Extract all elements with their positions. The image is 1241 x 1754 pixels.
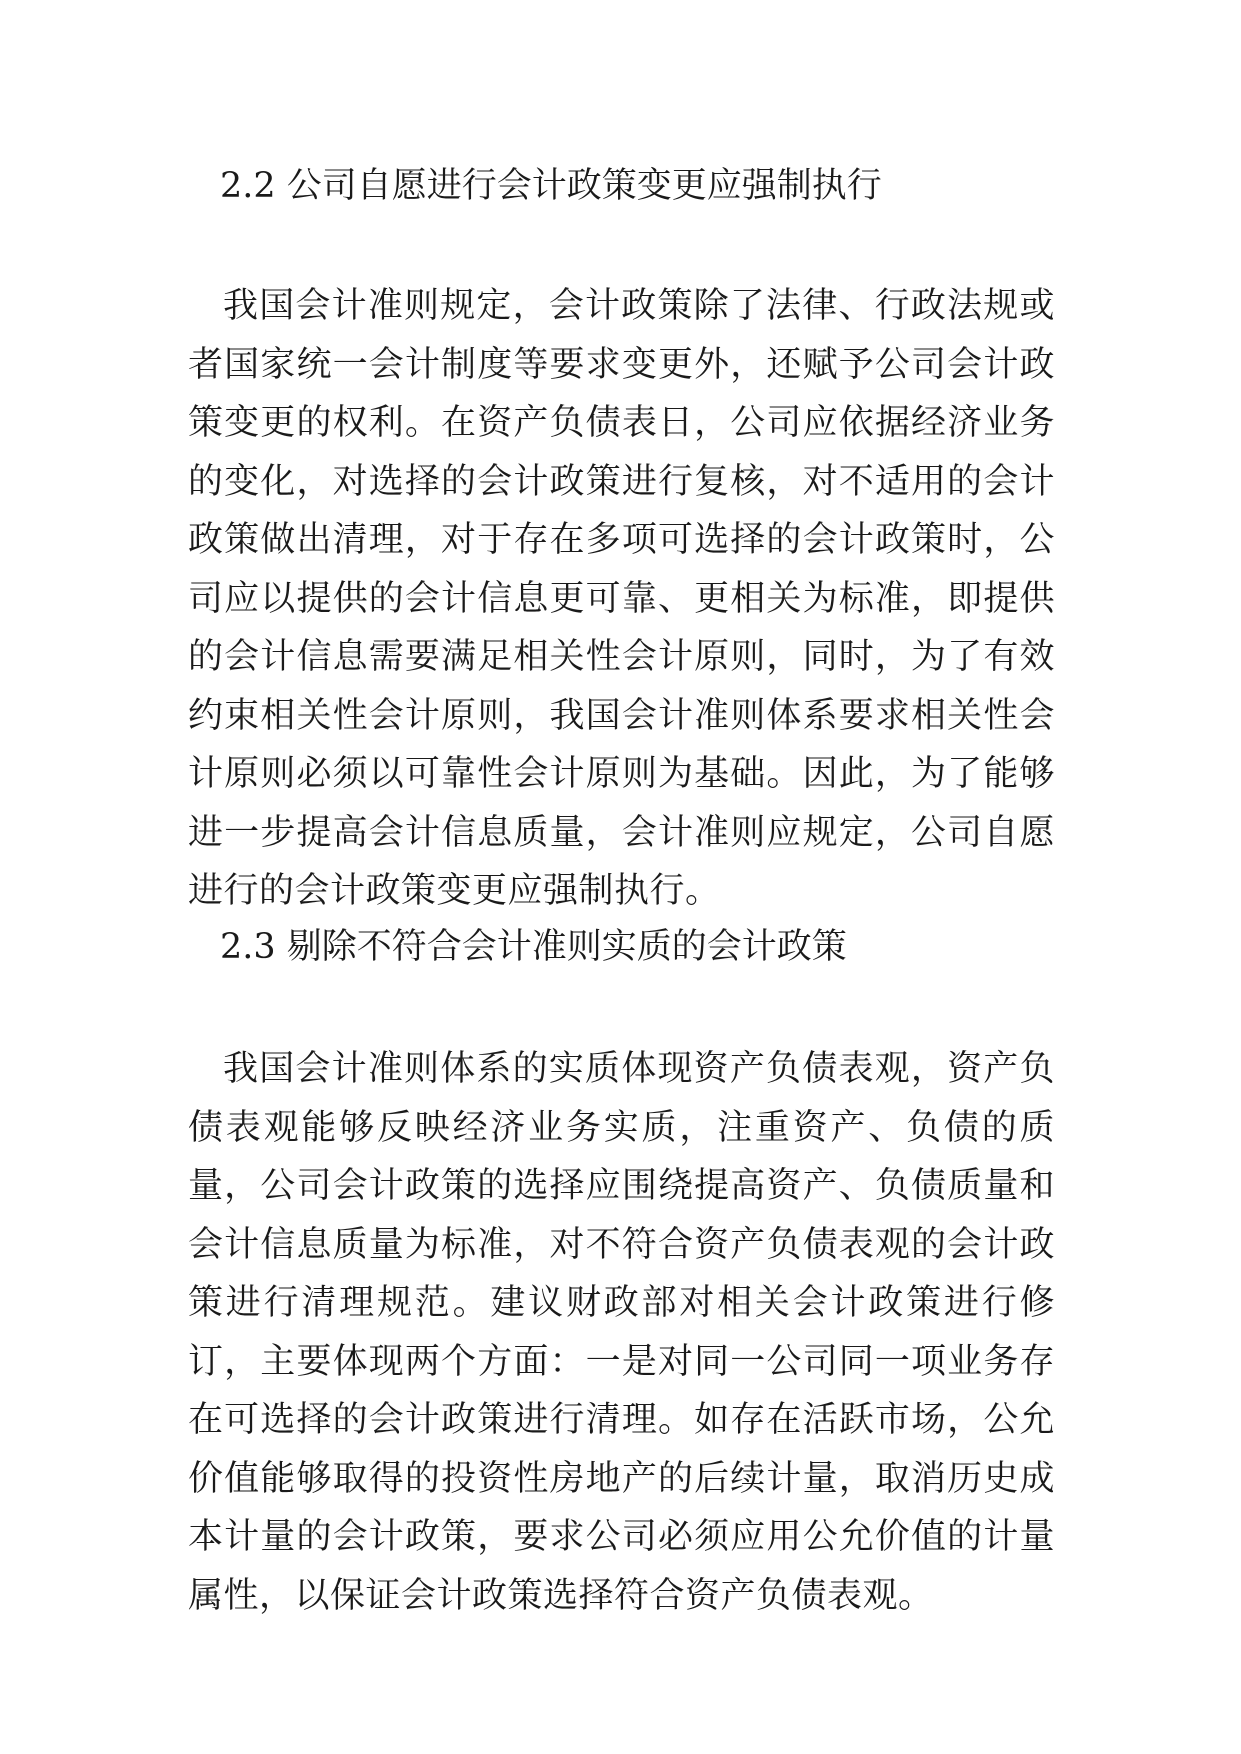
section-paragraph-2-2: 我国会计准则规定，会计政策除了法律、行政法规或者国家统一会计制度等要求变更外，还赋予公司会计政策变更的权利。在资产负债表日，公司应依据经济业务的变化，对选择的会计政策进行复核，对不适用的会计政策做出清理，对于存在多项可选择的会计政策时，公司应以提供的会计信息更可靠、更相关为标准，即提供的会计信息需要满足相关性会计原则，同时，为了有效约束相关性会计原则，我国会计准则体系要求相关性会计原则必须以可靠性会计原则为基础。因此，为了能够进一步提高会计信息质量，会计准则应规定，公司自愿进行的会计政策变更应强制执行。 [188, 286, 1055, 911]
section-heading-2-2: 2.2 公司自愿进行会计政策变更应强制执行 [220, 166, 882, 206]
section-heading-2-3: 2.3 剔除不符合会计准则实质的会计政策 [220, 927, 847, 967]
section-paragraph-2-3: 我国会计准则体系的实质体现资产负债表观，资产负债表观能够反映经济业务实质，注重资产、负债的质量，公司会计政策的选择应围绕提高资产、负债质量和会计信息质量为标准，对不符合资产负债表观的会计政策进行清理规范。建议财政部对相关会计政策进行修订，主要体现两个方面：一是对同一公司同一项业务存在可选择的会计政策进行清理。如存在活跃市场，公允价值能够取得的投资性房地产的后续计量，取消历史成本计量的会计政策，要求公司必须应用公允价值的计量属性，以保证会计政策选择符合资产负债表观。 [188, 1049, 1055, 1616]
